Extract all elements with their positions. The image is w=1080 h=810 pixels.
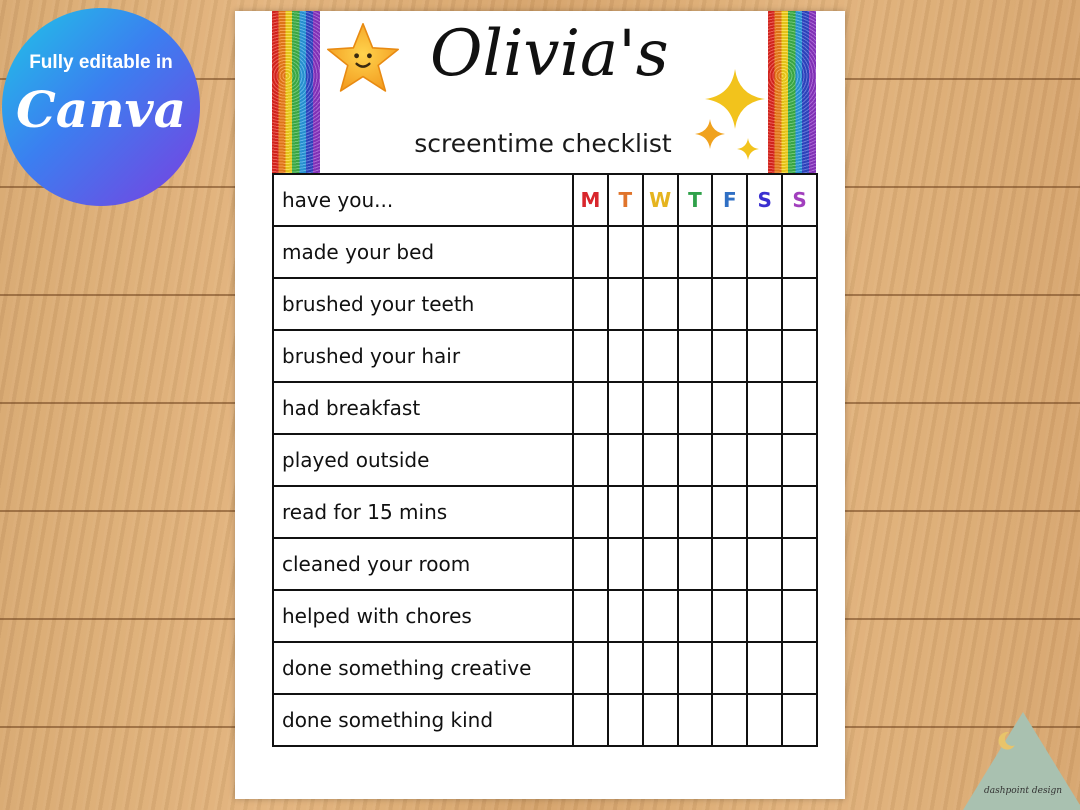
table-row: [273, 226, 817, 278]
table-row: [273, 330, 817, 382]
check-cell[interactable]: [608, 330, 643, 382]
check-cell[interactable]: [747, 434, 782, 486]
day-header: T: [678, 174, 713, 226]
check-cell[interactable]: [782, 538, 817, 590]
checklist-sheet: [235, 11, 845, 799]
check-cell[interactable]: [608, 642, 643, 694]
check-cell[interactable]: [747, 590, 782, 642]
day-header: F: [712, 174, 747, 226]
check-cell[interactable]: [643, 434, 678, 486]
rainbow-stripe-right: [768, 11, 816, 173]
day-header: S: [782, 174, 817, 226]
check-cell[interactable]: [643, 226, 678, 278]
check-cell[interactable]: [573, 330, 608, 382]
checklist-subtitle: screentime checklist: [414, 129, 672, 158]
table-row: [273, 590, 817, 642]
task-label: made your bed: [273, 226, 573, 278]
check-cell[interactable]: [782, 590, 817, 642]
check-cell[interactable]: [747, 486, 782, 538]
check-cell[interactable]: [712, 278, 747, 330]
check-cell[interactable]: [608, 486, 643, 538]
check-cell[interactable]: [782, 694, 817, 746]
check-cell[interactable]: [678, 642, 713, 694]
check-cell[interactable]: [712, 590, 747, 642]
check-cell[interactable]: [747, 642, 782, 694]
checklist-table: [272, 173, 818, 747]
check-cell[interactable]: [573, 434, 608, 486]
check-cell[interactable]: [678, 330, 713, 382]
table-row: [273, 642, 817, 694]
check-cell[interactable]: [678, 590, 713, 642]
check-cell[interactable]: [678, 278, 713, 330]
task-label: helped with chores: [273, 590, 573, 642]
task-label: done something creative: [273, 642, 573, 694]
child-name-title: Olivia's: [430, 17, 669, 91]
table-row: [273, 382, 817, 434]
table-row: [273, 538, 817, 590]
check-cell[interactable]: [747, 538, 782, 590]
check-cell[interactable]: [747, 278, 782, 330]
check-cell[interactable]: [573, 278, 608, 330]
check-cell[interactable]: [608, 278, 643, 330]
check-cell[interactable]: [573, 694, 608, 746]
check-cell[interactable]: [608, 226, 643, 278]
day-header: S: [747, 174, 782, 226]
check-cell[interactable]: [643, 642, 678, 694]
check-cell[interactable]: [678, 538, 713, 590]
check-cell[interactable]: [782, 642, 817, 694]
check-cell[interactable]: [643, 486, 678, 538]
check-cell[interactable]: [608, 434, 643, 486]
canva-badge: [2, 8, 200, 206]
rainbow-stripe-left: [272, 11, 320, 173]
check-cell[interactable]: [608, 538, 643, 590]
check-cell[interactable]: [643, 330, 678, 382]
check-cell[interactable]: [643, 382, 678, 434]
check-cell[interactable]: [782, 278, 817, 330]
day-header: M: [573, 174, 608, 226]
task-label: cleaned your room: [273, 538, 573, 590]
check-cell[interactable]: [747, 382, 782, 434]
check-cell[interactable]: [573, 486, 608, 538]
check-cell[interactable]: [573, 590, 608, 642]
check-cell[interactable]: [608, 694, 643, 746]
check-cell[interactable]: [573, 382, 608, 434]
sparkle-small-icon: [695, 116, 725, 152]
task-label: brushed your hair: [273, 330, 573, 382]
smiling-star-icon: [323, 19, 403, 99]
table-row: [273, 694, 817, 746]
check-cell[interactable]: [678, 434, 713, 486]
brand-name: dashpoint design: [983, 786, 1063, 796]
task-label: played outside: [273, 434, 573, 486]
check-cell[interactable]: [643, 590, 678, 642]
check-cell[interactable]: [573, 642, 608, 694]
check-cell[interactable]: [782, 486, 817, 538]
check-cell[interactable]: [747, 226, 782, 278]
sparkle-tiny-icon: [737, 136, 759, 162]
check-cell[interactable]: [643, 278, 678, 330]
check-cell[interactable]: [712, 226, 747, 278]
check-cell[interactable]: [643, 694, 678, 746]
check-cell[interactable]: [782, 382, 817, 434]
check-cell[interactable]: [712, 694, 747, 746]
check-cell[interactable]: [782, 330, 817, 382]
day-header: T: [608, 174, 643, 226]
task-label: read for 15 mins: [273, 486, 573, 538]
check-cell[interactable]: [747, 694, 782, 746]
check-cell[interactable]: [678, 486, 713, 538]
table-row: [273, 486, 817, 538]
task-label: brushed your teeth: [273, 278, 573, 330]
check-cell[interactable]: [643, 538, 678, 590]
check-cell[interactable]: [678, 382, 713, 434]
day-header: W: [643, 174, 678, 226]
check-cell[interactable]: [608, 382, 643, 434]
table-row: [273, 434, 817, 486]
check-cell[interactable]: [712, 382, 747, 434]
check-cell[interactable]: [712, 434, 747, 486]
header-have-you: have you...: [273, 174, 573, 226]
moon-icon: [995, 730, 1017, 752]
check-cell[interactable]: [747, 330, 782, 382]
task-label: had breakfast: [273, 382, 573, 434]
check-cell[interactable]: [712, 330, 747, 382]
check-cell[interactable]: [712, 642, 747, 694]
check-cell[interactable]: [782, 226, 817, 278]
task-label: done something kind: [273, 694, 573, 746]
badge-line-2: Canva: [16, 80, 186, 139]
table-row: [273, 278, 817, 330]
check-cell[interactable]: [712, 538, 747, 590]
table-header-row: [273, 174, 817, 226]
check-cell[interactable]: [678, 226, 713, 278]
badge-line-1: Fully editable in: [29, 52, 173, 73]
check-cell[interactable]: [782, 434, 817, 486]
check-cell[interactable]: [573, 226, 608, 278]
check-cell[interactable]: [608, 590, 643, 642]
check-cell[interactable]: [712, 486, 747, 538]
check-cell[interactable]: [573, 538, 608, 590]
check-cell[interactable]: [678, 694, 713, 746]
